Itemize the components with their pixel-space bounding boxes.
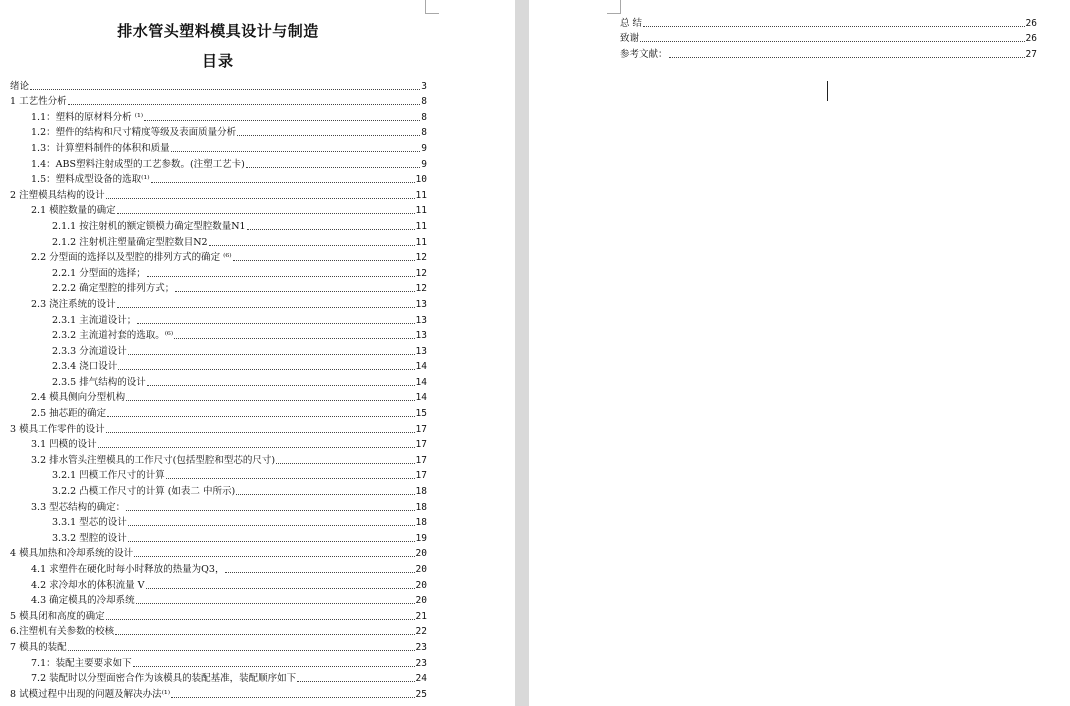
toc-entry[interactable] bbox=[10, 389, 427, 405]
toc-entry-page-number: 23 bbox=[415, 657, 427, 669]
toc-entry-title: 7 模具的装配 bbox=[10, 641, 67, 653]
dot-leader bbox=[175, 291, 414, 292]
dot-leader bbox=[107, 416, 414, 417]
dot-leader bbox=[126, 510, 414, 511]
dot-leader bbox=[144, 120, 420, 121]
toc-entry-page-number: 13 bbox=[415, 314, 427, 326]
dot-leader bbox=[128, 541, 415, 542]
crop-mark-top-right bbox=[425, 0, 439, 14]
toc-entry-page-number: 25 bbox=[415, 688, 427, 700]
toc-entry[interactable] bbox=[620, 14, 1037, 30]
toc-entry[interactable] bbox=[10, 529, 427, 545]
toc-entry-title: 3 模具工作零件的设计 bbox=[10, 423, 105, 435]
toc-entry-title: 1.5：塑料成型设备的选取⁽¹⁾ bbox=[31, 174, 150, 186]
toc-entry[interactable] bbox=[10, 545, 427, 561]
toc-entry[interactable] bbox=[10, 670, 427, 686]
toc-entry-title: 7.2 装配时以分型面密合作为该模具的装配基准，装配顺序如下 bbox=[31, 673, 297, 685]
toc-entry[interactable] bbox=[10, 155, 427, 171]
toc-entry-title: 1.1：塑料的原材料分析 ⁽¹⁾ bbox=[31, 111, 144, 123]
toc-entry-page-number: 22 bbox=[415, 626, 427, 638]
toc-entry-title: 3.3.1 型芯的设计 bbox=[52, 517, 127, 529]
toc-entry-page-number: 18 bbox=[415, 501, 427, 513]
toc-entry-page-number: 14 bbox=[415, 361, 427, 373]
toc-entry-page-number: 18 bbox=[415, 486, 427, 498]
toc-entry-title: 2.3.1 主流道设计； bbox=[52, 314, 137, 326]
toc-entry-page-number: 19 bbox=[415, 532, 427, 544]
toc-entry-title: 2.3.4 浇口设计 bbox=[52, 361, 118, 373]
dot-leader bbox=[30, 89, 420, 90]
toc-entry[interactable] bbox=[10, 186, 427, 202]
toc-entry-page-number: 24 bbox=[415, 673, 427, 685]
toc-entry-page-number: 20 bbox=[415, 579, 427, 591]
dot-leader bbox=[151, 182, 415, 183]
toc-entry-page-number: 18 bbox=[415, 517, 427, 529]
toc-entry[interactable] bbox=[10, 202, 427, 218]
table-of-contents-continued bbox=[620, 14, 1037, 61]
toc-heading: 目录 bbox=[201, 52, 234, 70]
table-of-contents bbox=[10, 77, 427, 701]
toc-entry-page-number: 17 bbox=[415, 470, 427, 482]
dot-leader bbox=[236, 494, 414, 495]
toc-entry[interactable] bbox=[10, 420, 427, 436]
toc-entry[interactable] bbox=[10, 249, 427, 265]
dot-leader bbox=[147, 385, 415, 386]
dot-leader bbox=[126, 400, 414, 401]
toc-entry-title: 7.1：装配主要要求如下 bbox=[31, 657, 132, 669]
toc-entry-page-number: 11 bbox=[415, 205, 427, 217]
toc-entry[interactable] bbox=[10, 295, 427, 311]
toc-entry[interactable] bbox=[10, 233, 427, 249]
toc-entry[interactable] bbox=[10, 592, 427, 608]
dot-leader bbox=[118, 369, 414, 370]
toc-entry-title: 4 模具加热和冷却系统的设计 bbox=[10, 548, 134, 560]
toc-entry-title: 3.2.2 凸模工作尺寸的计算 (如表二 中所示) bbox=[52, 486, 236, 498]
dot-leader bbox=[247, 229, 415, 230]
toc-entry[interactable] bbox=[10, 124, 427, 140]
dot-leader bbox=[640, 41, 1025, 42]
toc-entry-page-number: 14 bbox=[415, 376, 427, 388]
toc-entry-title: 3.3.2 型腔的设计 bbox=[52, 532, 127, 544]
dot-leader bbox=[106, 198, 415, 199]
dot-leader bbox=[106, 432, 415, 433]
toc-entry[interactable] bbox=[10, 280, 427, 296]
dot-leader bbox=[147, 276, 415, 277]
dot-leader bbox=[174, 338, 414, 339]
toc-entry-page-number: 8 bbox=[421, 111, 427, 123]
toc-entry-page-number: 13 bbox=[415, 298, 427, 310]
toc-entry-title: 5 模具闭和高度的确定 bbox=[10, 610, 105, 622]
toc-entry[interactable] bbox=[10, 404, 427, 420]
toc-entry-title: 1 工艺性分析 bbox=[10, 96, 67, 108]
toc-entry[interactable] bbox=[10, 311, 427, 327]
toc-entry[interactable] bbox=[10, 108, 427, 124]
toc-entry-page-number: 3 bbox=[421, 80, 427, 92]
toc-entry-page-number: 23 bbox=[415, 641, 427, 653]
dot-leader bbox=[146, 588, 415, 589]
toc-entry-title: 2.3.3 分流道设计 bbox=[52, 345, 127, 357]
dot-leader bbox=[128, 354, 415, 355]
toc-entry-title: 8 试模过程中出现的问题及解决办法⁽¹⁾ bbox=[10, 688, 171, 700]
toc-entry-title: 总 结 bbox=[620, 17, 643, 29]
toc-entry[interactable] bbox=[10, 436, 427, 452]
dot-leader bbox=[237, 135, 420, 136]
toc-entry-page-number: 26 bbox=[1025, 17, 1037, 29]
toc-entry-page-number: 8 bbox=[421, 127, 427, 139]
toc-entry-title: 3.3 型芯结构的确定： bbox=[31, 501, 126, 513]
toc-entry[interactable] bbox=[10, 451, 427, 467]
toc-entry[interactable] bbox=[10, 93, 427, 109]
page-gap bbox=[515, 0, 529, 706]
toc-entry-page-number: 20 bbox=[415, 548, 427, 560]
toc-entry-page-number: 10 bbox=[415, 174, 427, 186]
toc-entry[interactable] bbox=[10, 576, 427, 592]
dot-leader bbox=[128, 525, 415, 526]
toc-entry-title: 2.1.1 按注射机的额定锁模力确定型腔数量N1 bbox=[52, 220, 246, 232]
toc-entry-page-number: 14 bbox=[415, 392, 427, 404]
toc-entry[interactable] bbox=[10, 77, 427, 93]
toc-entry-page-number: 20 bbox=[415, 595, 427, 607]
dot-leader bbox=[134, 556, 414, 557]
dot-leader bbox=[225, 572, 414, 573]
dot-leader bbox=[643, 26, 1025, 27]
toc-entry-title: 2.2.1 分型面的选择； bbox=[52, 267, 146, 279]
toc-entry-page-number: 17 bbox=[415, 423, 427, 435]
toc-entry-page-number: 9 bbox=[421, 158, 427, 170]
toc-entry-title: 2.2 分型面的选择以及型腔的排列方式的确定 ⁽⁶⁾ bbox=[31, 252, 232, 264]
toc-entry-title: 6.注塑机有关参数的校核 bbox=[10, 626, 115, 638]
document-title: 排水管头塑料模具设计与制造 bbox=[117, 22, 319, 40]
toc-entry-title: 4.2 求冷却水的体积流量 V bbox=[31, 579, 145, 591]
toc-entry-page-number: 12 bbox=[415, 283, 427, 295]
toc-entry-page-number: 11 bbox=[415, 189, 427, 201]
toc-entry[interactable] bbox=[10, 467, 427, 483]
crop-mark-top-left bbox=[607, 0, 621, 14]
toc-entry[interactable] bbox=[10, 358, 427, 374]
toc-entry-title: 1.4：ABS塑料注射成型的工艺参数。(注塑工艺卡) bbox=[31, 158, 245, 170]
toc-entry-page-number: 12 bbox=[415, 252, 427, 264]
text-cursor bbox=[827, 81, 828, 101]
toc-entry-page-number: 11 bbox=[415, 220, 427, 232]
toc-entry[interactable] bbox=[10, 638, 427, 654]
dot-leader bbox=[68, 650, 415, 651]
toc-entry-title: 2 注塑模具结构的设计 bbox=[10, 189, 105, 201]
toc-entry[interactable] bbox=[620, 30, 1037, 46]
toc-entry-page-number: 13 bbox=[415, 345, 427, 357]
toc-entry-title: 2.4 模具侧向分型机构 bbox=[31, 392, 126, 404]
toc-entry-title: 2.1.2 注射机注塑量确定型腔数目N2 bbox=[52, 236, 208, 248]
toc-entry-title: 4.1 求塑件在硬化时每小时释放的热量为Q3， bbox=[31, 564, 225, 575]
toc-entry[interactable] bbox=[10, 217, 427, 233]
toc-entry-page-number: 15 bbox=[415, 408, 427, 420]
dot-leader bbox=[246, 167, 420, 168]
dot-leader bbox=[171, 697, 415, 698]
toc-entry-title: 2.3 浇注系统的设计 bbox=[31, 298, 116, 310]
toc-entry-page-number: 17 bbox=[415, 454, 427, 466]
toc-entry[interactable] bbox=[10, 139, 427, 155]
toc-entry-title: 1.2：塑件的结构和尺寸精度等级及表面质量分析 bbox=[31, 127, 237, 139]
toc-entry-title: 2.1 模腔数量的确定 bbox=[31, 205, 116, 217]
toc-entry[interactable] bbox=[10, 342, 427, 358]
dot-leader bbox=[137, 323, 414, 324]
toc-entry-title: 1.3：计算塑料制件的体积和质量 bbox=[31, 142, 170, 154]
toc-entry-title: 3.1 凹模的设计 bbox=[31, 439, 97, 451]
dot-leader bbox=[166, 478, 415, 479]
toc-entry[interactable] bbox=[10, 514, 427, 530]
dot-leader bbox=[209, 245, 415, 246]
toc-entry[interactable] bbox=[10, 482, 427, 498]
toc-entry-page-number: 21 bbox=[415, 610, 427, 622]
dot-leader bbox=[68, 104, 421, 105]
toc-entry-page-number: 17 bbox=[415, 439, 427, 451]
toc-entry-title: 2.2.2 确定型腔的排列方式； bbox=[52, 283, 175, 295]
dot-leader bbox=[276, 463, 415, 464]
toc-entry[interactable] bbox=[10, 498, 427, 514]
dot-leader bbox=[98, 447, 415, 448]
toc-entry[interactable] bbox=[10, 623, 427, 639]
toc-entry-title: 2.3.2 主流道衬套的选取。⁽⁶⁾ bbox=[52, 330, 174, 342]
dot-leader bbox=[133, 666, 415, 667]
dot-leader bbox=[233, 260, 415, 261]
toc-entry-title: 2.5 抽芯距的确定 bbox=[31, 408, 107, 420]
toc-entry[interactable] bbox=[10, 560, 427, 576]
toc-entry-page-number: 13 bbox=[415, 330, 427, 342]
toc-entry-page-number: 27 bbox=[1025, 48, 1037, 60]
toc-entry-page-number: 11 bbox=[415, 236, 427, 248]
toc-entry[interactable] bbox=[620, 45, 1037, 61]
dot-leader bbox=[117, 213, 415, 214]
toc-entry-title: 3.2.1 凹模工作尺寸的计算 bbox=[52, 470, 165, 482]
toc-entry-title: 绪论 bbox=[10, 80, 30, 92]
dot-leader bbox=[115, 634, 414, 635]
toc-entry-page-number: 9 bbox=[421, 142, 427, 154]
toc-entry[interactable] bbox=[10, 264, 427, 280]
dot-leader bbox=[297, 681, 414, 682]
toc-entry-title: 致谢 bbox=[620, 33, 640, 45]
toc-entry[interactable] bbox=[10, 373, 427, 389]
toc-entry[interactable] bbox=[10, 685, 427, 701]
document-page-right[interactable] bbox=[529, 0, 1070, 706]
dot-leader bbox=[117, 307, 415, 308]
dot-leader bbox=[136, 603, 415, 604]
toc-entry-title: 3.2 排水管头注塑模具的工作尺寸(包括型腔和型芯的尺寸) bbox=[31, 454, 276, 466]
toc-entry-page-number: 26 bbox=[1025, 33, 1037, 45]
toc-entry-page-number: 8 bbox=[421, 96, 427, 108]
toc-entry-page-number: 12 bbox=[415, 267, 427, 279]
toc-entry-title: 4.3 确定模具的冷却系统 bbox=[31, 595, 135, 607]
dot-leader bbox=[669, 57, 1025, 58]
toc-entry[interactable] bbox=[10, 327, 427, 343]
toc-entry-page-number: 20 bbox=[415, 564, 427, 575]
toc-entry[interactable] bbox=[10, 607, 427, 623]
dot-leader bbox=[171, 151, 421, 152]
toc-entry[interactable] bbox=[10, 654, 427, 670]
toc-entry-title: 参考文献： bbox=[620, 48, 668, 60]
toc-entry[interactable] bbox=[10, 171, 427, 187]
dot-leader bbox=[106, 619, 415, 620]
toc-entry-title: 2.3.5 排气结构的设计 bbox=[52, 376, 146, 388]
